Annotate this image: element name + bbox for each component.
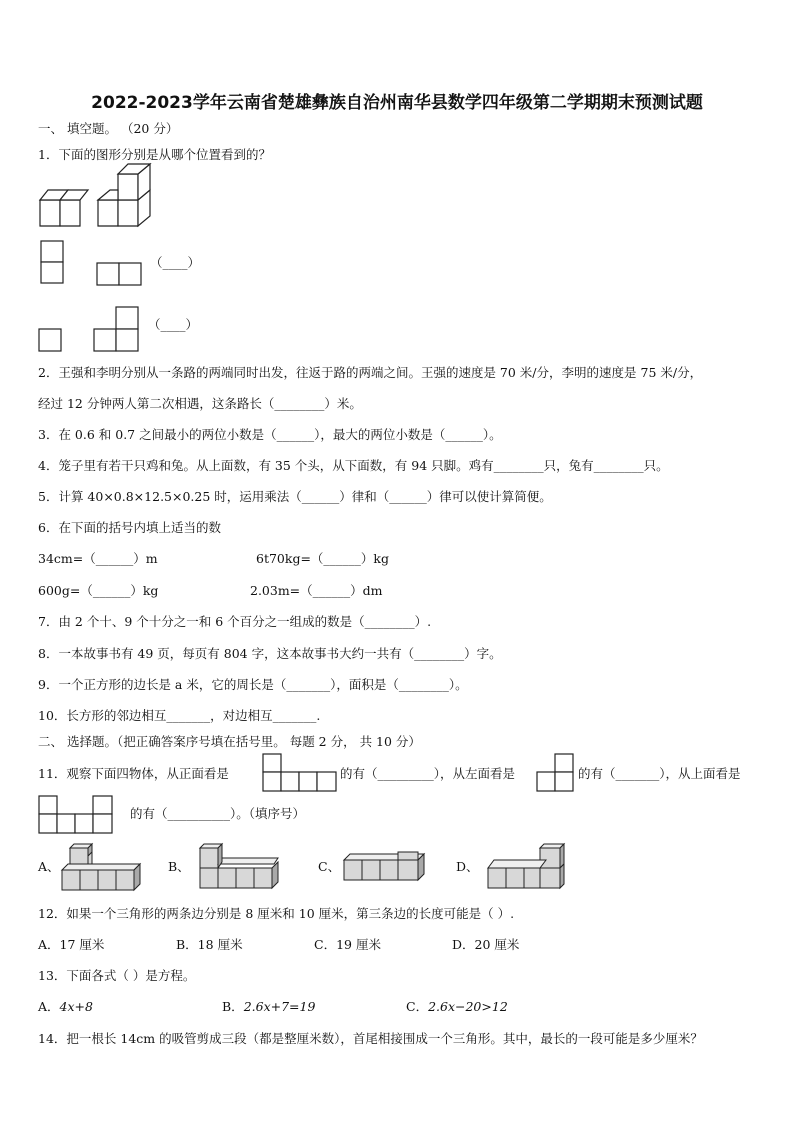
question-1: 1．下面的图形分别是从哪个位置看到的？ [38,147,271,162]
question-9: 9．一个正方形的边长是 a 米，它的周长是（_______），面积是（________）。 [38,677,468,692]
q13-option-b-label: B． [222,999,244,1014]
question-7: 7．由 2 个十、9 个十分之一和 6 个百分之一组成的数是（________）. [38,614,432,629]
q11-option-d-blocks [486,842,572,890]
q12-option-a: A．17 厘米 [38,937,105,952]
q1-blank-2[interactable]: （____） [148,317,199,332]
q13-option-b [222,998,315,1016]
q6-item-a: 34cm=（______）m [38,551,158,566]
cube-figure-1 [38,186,83,230]
q11-option-c-label: C、 [318,859,341,874]
q13-option-a-expr: 4x+8 [59,999,93,1014]
q11-option-a-blocks [62,842,142,892]
question-6: 6．在下面的括号内填上适当的数 [38,520,221,535]
question-3: 3．在 0.6 和 0.7 之间最小的两位小数是（______），最大的两位小数是（______）。 [38,427,502,442]
left-view-figure [536,753,576,793]
question-13: 13．下面各式（ ）是方程。 [38,968,196,983]
question-14: 14．把一根长 14cm 的吸管剪成三段（都是整厘米数），首尾相接围成一个三角形。其中，最长的一段可能是多少厘米？ [38,1031,703,1046]
question-11-part-2: 的有（_________），从左面看是 [340,766,516,781]
view-l-shape-squares [92,306,140,352]
q13-option-c-label: C． [406,999,429,1014]
q11-option-b-blocks [198,842,282,890]
q1-blank-1[interactable]: （____） [150,255,201,270]
question-5: 5．计算 40×0.8×12.5×0.25 时，运用乘法（______）律和（______）律可以使计算简便。 [38,489,552,504]
question-2-line-2: 经过 12 分钟两人第二次相遇，这条路长（________）米。 [38,396,362,411]
q11-option-d-label: D、 [456,859,479,874]
q11-option-b-label: B、 [168,859,190,874]
q13-option-b-expr: 2.6x+7=19 [243,999,316,1014]
q6-item-d: 2.03m=（______）dm [250,583,383,598]
question-8: 8．一本故事书有 49 页，每页有 804 字，这本故事书大约一共有（________）字。 [38,646,502,661]
q13-option-a [38,998,93,1016]
q12-option-c: C．19 厘米 [314,937,381,952]
view-horizontal-two-squares [96,262,142,286]
question-10: 10．长方形的邻边相互_______，对边相互_______. [38,708,321,723]
front-view-figure [262,753,338,793]
q13-option-c [406,998,508,1016]
q11-option-a-label: A、 [38,859,60,874]
q6-item-b: 6t70kg=（______）kg [256,551,390,566]
question-11-part-1: 11．观察下面四物体，从正面看是 [38,766,229,781]
question-4: 4．笼子里有若干只鸡和兔。从上面数，有 35 个头，从下面数，有 94 只脚。鸡有________只，兔有________只。 [38,458,669,473]
question-11-part-3: 的有（_______），从上面看是 [578,766,741,781]
view-single-square [38,328,62,352]
view-vertical-two-squares [40,240,64,284]
question-2-line-1: 2．王强和李明分别从一条路的两端同时出发，往返于路的两端之间。王强的速度是 70 米/分，李明的速度是 75 米/分， [38,365,703,380]
q13-option-c-expr: 2.6x−20>12 [428,999,508,1014]
q12-option-b: B．18 厘米 [176,937,243,952]
q13-option-a-label: A． [38,999,60,1014]
section-1-header: 一、 填空题。 （20 分） [38,121,179,136]
q11-option-c-blocks [342,850,430,884]
question-11-part-4: 的有（__________）。（填序号） [130,806,306,821]
question-12: 12．如果一个三角形的两条边分别是 8 厘米和 10 厘米，第三条边的长度可能是（ ）. [38,906,515,921]
q6-item-c: 600g=（______）kg [38,583,159,598]
q12-option-d: D．20 厘米 [452,937,520,952]
page-title: 2022-2023学年云南省楚雄彝族自治州南华县数学四年级第二学期期末预测试题 [91,93,703,113]
top-view-figure [38,795,114,835]
section-2-header: 二、 选择题。（把正确答案序号填在括号里。 每题 2 分， 共 10 分） [38,734,421,749]
cube-figure-2 [96,172,156,230]
